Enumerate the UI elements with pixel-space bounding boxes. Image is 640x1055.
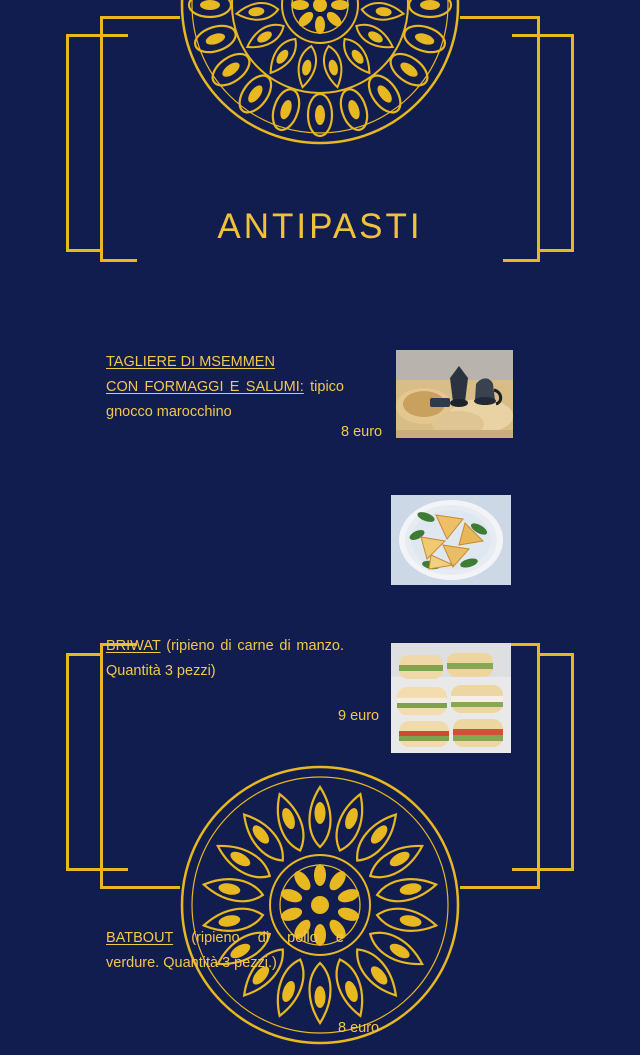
menu-list <box>0 340 640 1036</box>
frame-corner-top-right <box>460 16 540 19</box>
menu-item <box>0 486 640 724</box>
menu-item-photo <box>391 495 511 585</box>
menu-item-description: tipico gnocco marocchino <box>106 379 344 420</box>
frame-corner-top-left <box>100 259 137 262</box>
menu-item-photo <box>396 350 513 438</box>
mandala-top-icon <box>160 0 480 155</box>
frame-corner-top-left <box>66 34 128 37</box>
page-title: ANTIPASTI <box>217 207 423 246</box>
menu-item-price: 9 euro <box>338 708 380 724</box>
menu-item-name: BATBOUT <box>106 930 174 946</box>
frame-corner-top-right <box>537 249 574 252</box>
frame-corner-top-right <box>512 34 574 37</box>
menu-item-name: TAGLIERE DI MSEMMEN <box>106 354 275 370</box>
frame-corner-top-left <box>100 16 180 19</box>
frame-corner-bottom-right <box>512 868 574 871</box>
menu-item-name: BRIWAT <box>106 638 161 654</box>
menu-item <box>0 340 640 486</box>
menu-item-price: 8 euro <box>341 424 383 440</box>
frame-corner-bottom-right <box>460 886 540 889</box>
menu-item-description: (ripieno di pollo e verdure. Quantità 3 pezzi.) <box>106 930 344 971</box>
menu-item-price: 8 euro <box>338 1020 380 1036</box>
frame-corner-bottom-left <box>100 886 180 889</box>
menu-item-name-line2: CON FORMAGGI E SALUMI: <box>106 379 304 395</box>
menu-item <box>0 632 640 1036</box>
menu-item-text <box>106 350 344 425</box>
frame-corner-top-right <box>503 259 540 262</box>
frame-corner-top-left <box>66 249 103 252</box>
menu-item-text <box>106 926 344 976</box>
menu-item-photo <box>391 643 511 753</box>
menu-item-description: (ripieno di carne di manzo. Quantità 3 pezzi) <box>106 638 344 679</box>
mandala-bottom-icon <box>160 760 480 1055</box>
frame-corner-bottom-left <box>66 868 128 871</box>
